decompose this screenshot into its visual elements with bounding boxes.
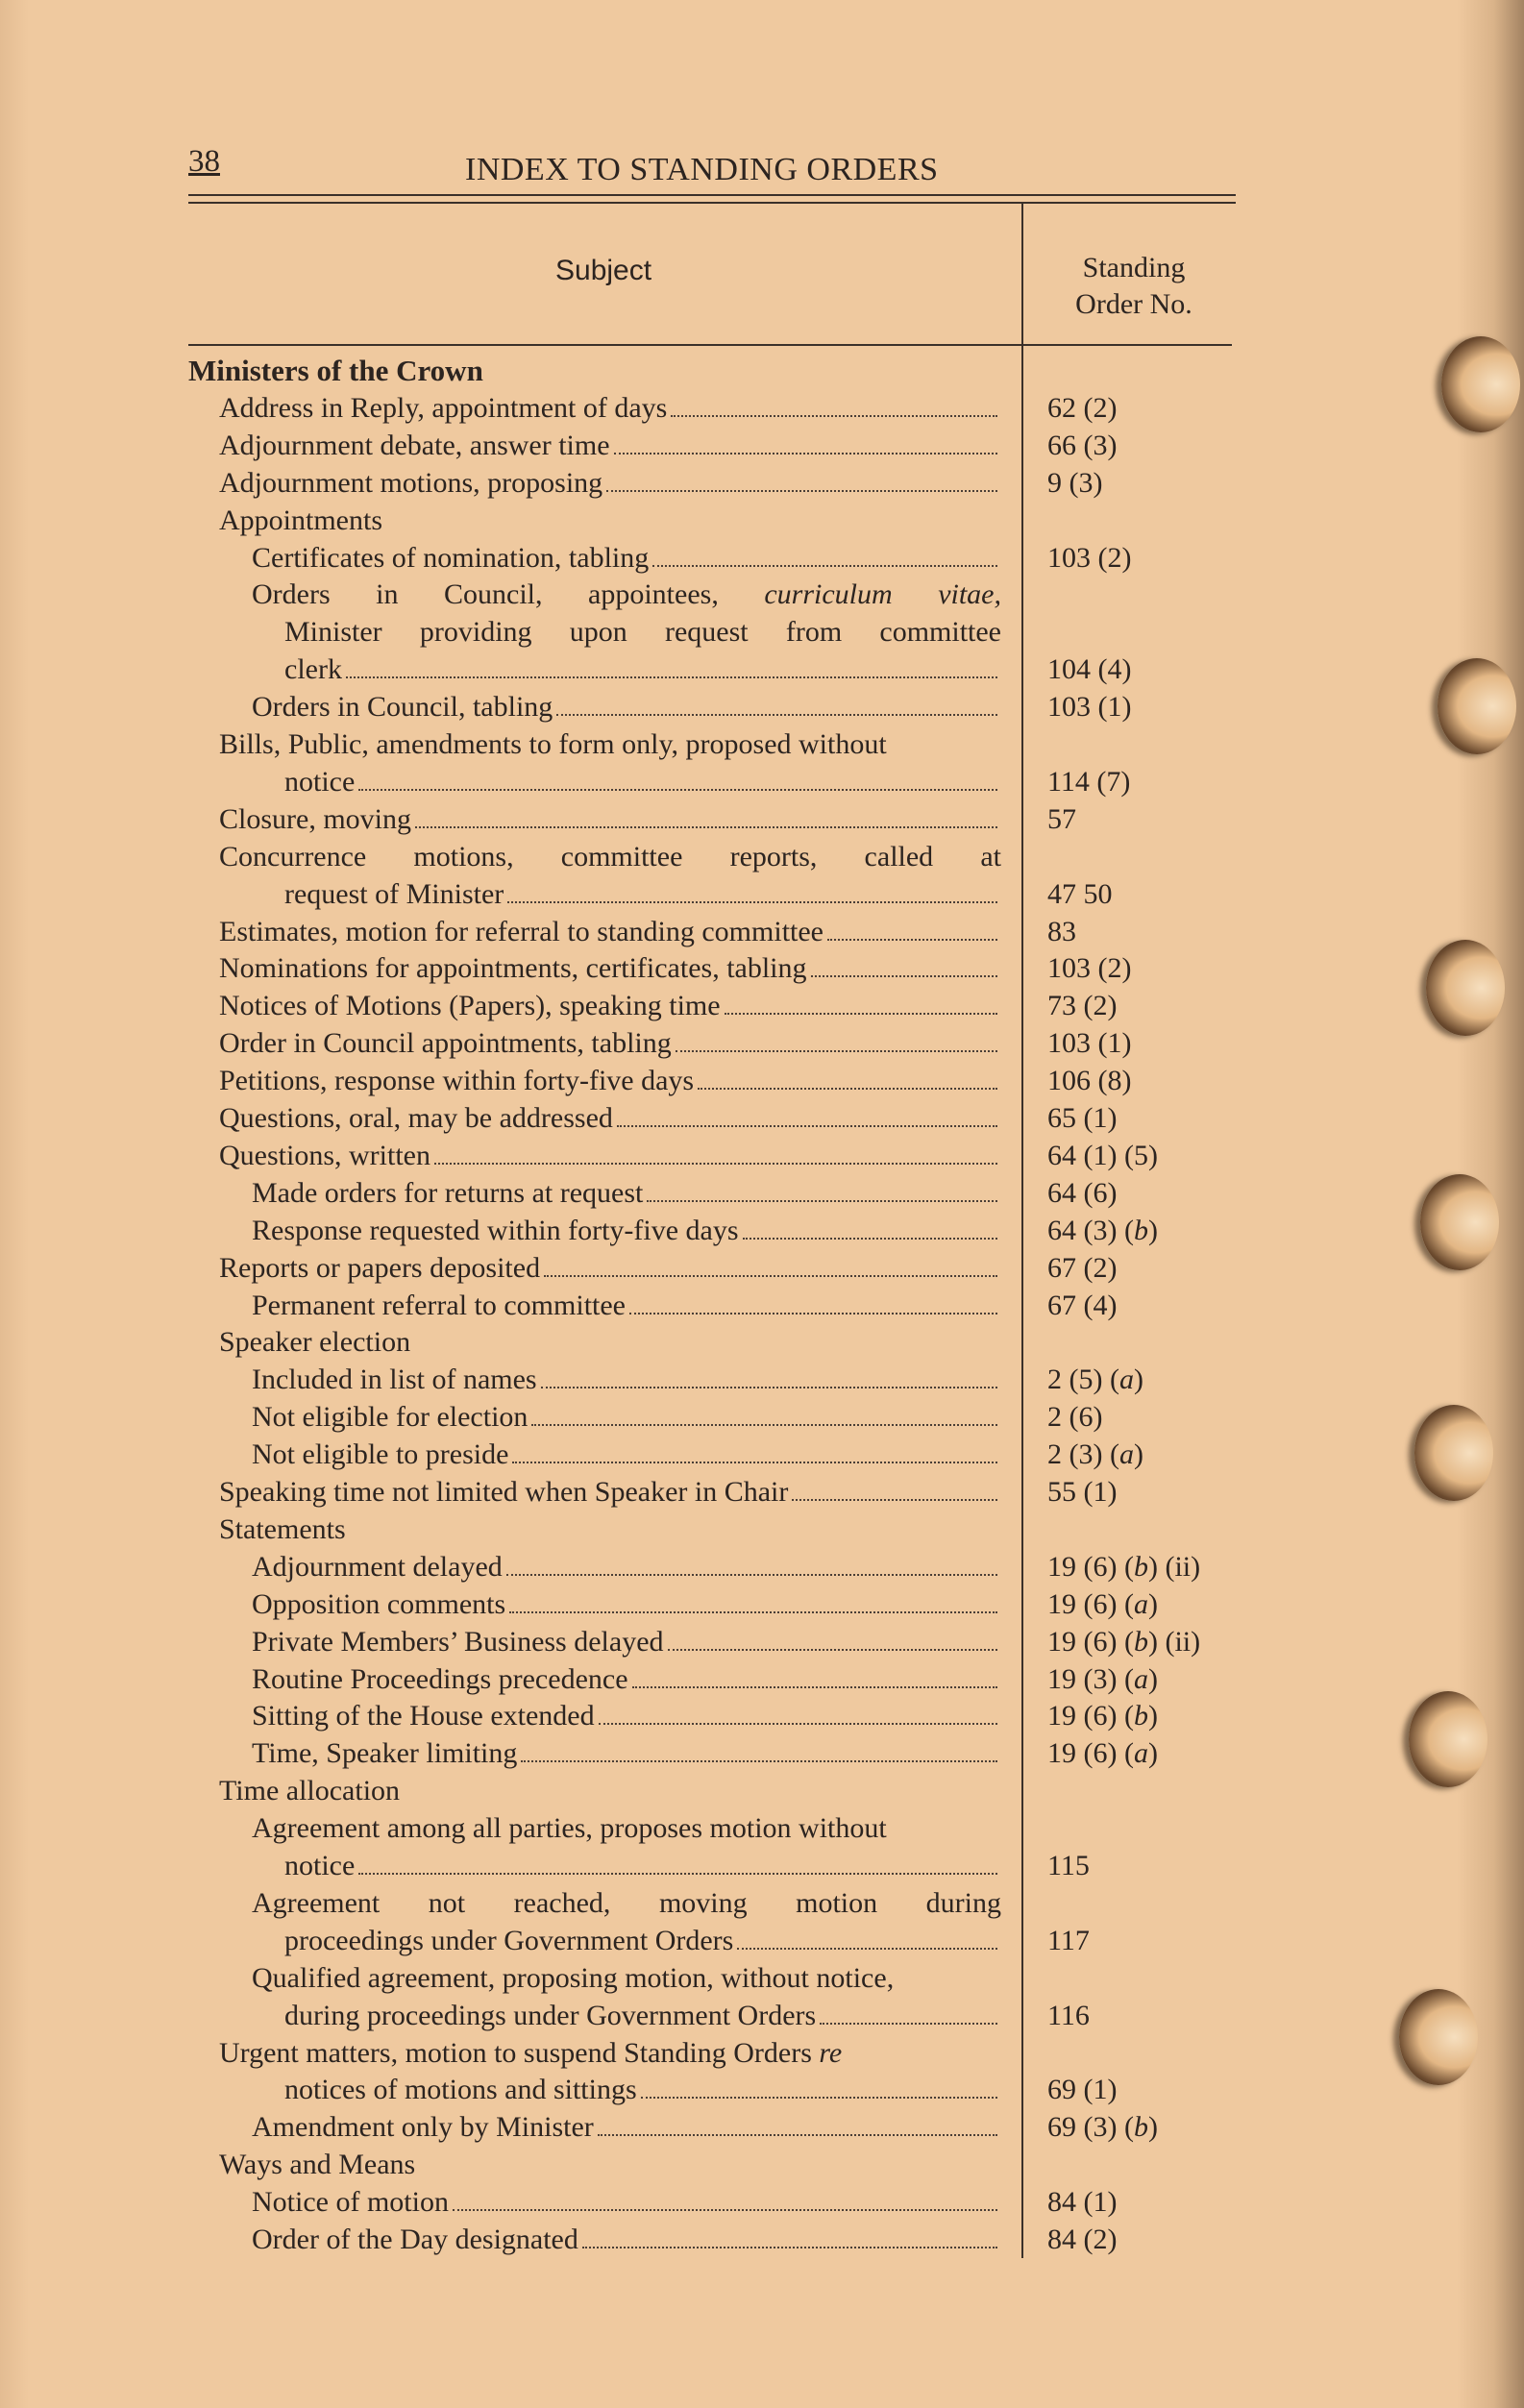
index-entry xyxy=(252,577,1001,612)
leader-dots xyxy=(506,1573,997,1576)
leader-dots xyxy=(358,1872,997,1875)
index-entry-label: notice xyxy=(284,1850,356,1881)
leader-dots xyxy=(792,1498,997,1501)
standing-order-number: 67 (2) xyxy=(1047,1251,1118,1284)
standing-order-number: 19 (6) (b) (ii) xyxy=(1047,1625,1201,1658)
index-entry xyxy=(252,541,1001,576)
index-entry-label: Urgent matters, motion to suspend Standing Orders re xyxy=(219,2036,843,2069)
index-entry xyxy=(252,1662,1001,1697)
leader-dots xyxy=(641,2096,997,2099)
leader-dots xyxy=(556,713,997,716)
standing-order-number: 65 (1) xyxy=(1047,1102,1118,1134)
index-entry-label: Amendment only by Minister xyxy=(252,2111,594,2144)
index-entry xyxy=(219,1139,1001,1173)
leader-dots xyxy=(544,1274,997,1277)
standing-order-number: 9 (3) xyxy=(1047,466,1103,499)
standing-order-number: 19 (6) (a) xyxy=(1047,1587,1158,1620)
index-entry xyxy=(219,466,1001,501)
leader-dots xyxy=(598,2133,997,2136)
leader-dots xyxy=(737,1947,997,1950)
standing-order-number: 19 (6) (b) xyxy=(1047,1700,1158,1732)
index-entry xyxy=(219,1512,1001,1547)
index-entry-label: Nominations for appointments, certificates, tabling xyxy=(219,952,807,985)
standing-order-number: 73 (2) xyxy=(1047,990,1118,1022)
index-entry xyxy=(219,802,1001,837)
index-entry-label: Agreement not reached, moving motion during xyxy=(252,1886,1001,1919)
index-entry xyxy=(252,1437,1001,1472)
leader-dots xyxy=(541,1386,997,1388)
standing-order-number: 84 (1) xyxy=(1047,2186,1118,2219)
index-entry-label: Minister providing upon request from committee xyxy=(284,616,1001,649)
standing-order-number: 2 (5) (a) xyxy=(1047,1364,1143,1396)
leader-dots xyxy=(434,1162,997,1165)
index-entry-label: Sitting of the House extended xyxy=(252,1700,595,1732)
standing-order-number: 114 (7) xyxy=(1047,765,1131,798)
index-entry xyxy=(219,1251,1001,1286)
index-entry-label: Qualified agreement, proposing motion, without notice, xyxy=(252,1961,895,1994)
standing-order-number: 67 (4) xyxy=(1047,1289,1118,1321)
standing-order-number: 57 xyxy=(1047,802,1076,835)
standing-order-number: 104 (4) xyxy=(1047,653,1132,686)
index-heading xyxy=(188,354,1001,388)
index-entry xyxy=(219,727,1001,762)
index-entry-label: Statements xyxy=(219,1512,346,1545)
leader-dots xyxy=(521,1759,997,1762)
index-entry-label: proceedings under Government Orders xyxy=(284,1924,734,1956)
index-entry xyxy=(284,2073,1001,2107)
index-entry xyxy=(252,1886,1001,1921)
column-header-subject: Subject xyxy=(555,255,652,286)
index-entry xyxy=(219,1475,1001,1510)
index-entry-label: Not eligible to preside xyxy=(252,1438,509,1471)
index-entry xyxy=(284,1999,1001,2033)
index-entry-label: Time, Speaker limiting xyxy=(252,1737,518,1770)
index-entry-label: Estimates, motion for referral to standing committee xyxy=(219,915,823,947)
index-entry xyxy=(219,2148,1001,2182)
standing-order-number: 106 (8) xyxy=(1047,1065,1132,1097)
index-entry xyxy=(219,1026,1001,1061)
index-entry-label: during proceedings under Government Orders xyxy=(284,1999,817,2031)
leader-dots xyxy=(512,1461,997,1463)
standing-order-number: 55 (1) xyxy=(1047,1476,1118,1508)
index-entry xyxy=(284,1924,1001,1958)
index-entry xyxy=(284,615,1001,650)
leader-dots xyxy=(698,1087,997,1090)
index-entry xyxy=(219,840,1001,874)
standing-order-number: 62 (2) xyxy=(1047,391,1118,424)
index-entry-label: Speaking time not limited when Speaker in Chair xyxy=(219,1476,789,1508)
leader-dots xyxy=(617,1124,997,1127)
index-entry-label: Orders in Council, tabling xyxy=(252,691,553,724)
standing-order-number: 2 (3) (a) xyxy=(1047,1438,1143,1471)
standing-order-number: 83 xyxy=(1047,915,1076,947)
index-entry-label: Address in Reply, appointment of days xyxy=(219,391,668,424)
index-entry-label: Adjournment motions, proposing xyxy=(219,466,603,499)
index-entry-label: Concurrence motions, committee reports, called at xyxy=(219,840,1001,872)
standing-order-number: 103 (2) xyxy=(1047,541,1132,574)
leader-dots xyxy=(582,2246,997,2248)
index-entry-label: Adjournment debate, answer time xyxy=(219,429,610,461)
index-entry-label: Routine Proceedings precedence xyxy=(252,1662,628,1695)
index-entry xyxy=(252,1736,1001,1771)
leader-dots xyxy=(614,452,997,455)
index-entry-label: notice xyxy=(284,765,356,798)
index-entry-label: notices of motions and sittings xyxy=(284,2074,637,2106)
standing-order-number: 64 (1) (5) xyxy=(1047,1139,1158,1171)
standing-order-number: 47 50 xyxy=(1047,877,1113,910)
leader-dots xyxy=(606,489,997,492)
index-entry-label: Included in list of names xyxy=(252,1364,537,1396)
leader-dots xyxy=(676,1049,997,1052)
column-header-standing-order-line1: Standing xyxy=(1082,252,1186,283)
index-entry xyxy=(219,504,1001,538)
index-entry xyxy=(219,1325,1001,1360)
standing-order-number: 103 (2) xyxy=(1047,952,1132,985)
leader-dots xyxy=(743,1237,997,1240)
leader-dots xyxy=(358,788,997,791)
leader-dots xyxy=(599,1722,997,1725)
leader-dots xyxy=(509,1610,997,1613)
index-entry-label: Agreement among all parties, proposes motion without xyxy=(252,1812,887,1845)
standing-order-number: 117 xyxy=(1047,1924,1090,1956)
index-entry-label: Orders in Council, appointees, curriculum vitae, xyxy=(252,578,1001,611)
index-entry xyxy=(252,2185,1001,2220)
index-entry xyxy=(252,1811,1001,1846)
standing-order-number: 84 (2) xyxy=(1047,2224,1118,2255)
index-entry-label: Notices of Motions (Papers), speaking time xyxy=(219,990,721,1022)
leader-dots xyxy=(827,938,997,941)
standing-order-number: 2 (6) xyxy=(1047,1401,1103,1434)
index-entry-label: Order in Council appointments, tabling xyxy=(219,1027,672,1060)
page-number: 38 xyxy=(188,144,220,179)
index-entry-label: Ways and Means xyxy=(219,2149,416,2181)
standing-order-number: 116 xyxy=(1047,1999,1090,2031)
standing-order-number: 69 (3) (b) xyxy=(1047,2111,1158,2144)
index-entry xyxy=(252,1625,1001,1659)
standing-order-number: 64 (3) (b) xyxy=(1047,1214,1158,1246)
index-entry xyxy=(219,1101,1001,1136)
index-entry xyxy=(219,989,1001,1023)
leader-dots xyxy=(668,1648,997,1651)
leader-dots xyxy=(346,676,997,678)
index-entry-label: Opposition comments xyxy=(252,1587,506,1620)
standing-order-number: 69 (1) xyxy=(1047,2074,1118,2106)
index-entry xyxy=(252,2223,1001,2257)
standing-order-number: 115 xyxy=(1047,1850,1090,1881)
index-entry-label: Reports or papers deposited xyxy=(219,1251,541,1284)
index-entry xyxy=(219,2036,1001,2071)
index-entry xyxy=(252,1587,1001,1622)
index-entry-label: Speaker election xyxy=(219,1326,411,1359)
index-entry-label: request of Minister xyxy=(284,877,504,910)
leader-dots xyxy=(507,900,997,903)
index-entry-label: Order of the Day designated xyxy=(252,2224,578,2255)
index-entry-label: clerk xyxy=(284,653,342,686)
index-entry-label: Time allocation xyxy=(219,1775,401,1807)
index-entry xyxy=(284,877,1001,912)
index-entry xyxy=(284,652,1001,687)
standing-order-number: 64 (6) xyxy=(1047,1176,1118,1209)
index-entry xyxy=(252,1289,1001,1323)
index-entry xyxy=(219,429,1001,463)
index-entry-label: Made orders for returns at request xyxy=(252,1176,644,1209)
index-entry xyxy=(252,1961,1001,1996)
index-entry xyxy=(284,1849,1001,1883)
leader-dots xyxy=(811,974,997,977)
index-entry xyxy=(252,2110,1001,2145)
leader-dots xyxy=(531,1423,997,1426)
leader-dots xyxy=(820,2022,997,2025)
index-entry-label: Notice of motion xyxy=(252,2186,449,2219)
index-entry-label: Not eligible for election xyxy=(252,1401,528,1434)
index-entry xyxy=(252,1214,1001,1248)
index-entry-label: Adjournment delayed xyxy=(252,1550,503,1583)
index-entry-label: Permanent referral to committee xyxy=(252,1289,626,1321)
leader-dots xyxy=(725,1012,997,1015)
index-entry xyxy=(252,690,1001,725)
index-entry-label: Closure, moving xyxy=(219,802,411,835)
index-entry-label: Questions, written xyxy=(219,1139,430,1171)
index-entry xyxy=(219,1064,1001,1098)
standing-order-number: 19 (6) (a) xyxy=(1047,1737,1158,1770)
standing-order-number: 19 (3) (a) xyxy=(1047,1662,1158,1695)
column-header-standing-order-line2: Order No. xyxy=(1075,288,1192,320)
index-entry xyxy=(219,391,1001,426)
index-entry-label: Certificates of nomination, tabling xyxy=(252,541,650,574)
index-entry xyxy=(252,1176,1001,1211)
index-entry xyxy=(219,915,1001,949)
standing-order-number: 66 (3) xyxy=(1047,429,1118,461)
leader-dots xyxy=(671,414,997,417)
index-entry-label: Ministers of the Crown xyxy=(188,354,483,387)
leader-dots xyxy=(453,2208,997,2211)
index-entry xyxy=(219,1774,1001,1808)
standing-order-number: 19 (6) (b) (ii) xyxy=(1047,1550,1201,1583)
index-entry-label: Bills, Public, amendments to form only, proposed without xyxy=(219,728,887,760)
leader-dots xyxy=(652,564,997,567)
leader-dots xyxy=(415,825,997,828)
leader-dots xyxy=(632,1685,997,1688)
index-entry xyxy=(252,1550,1001,1585)
index-entry xyxy=(252,1363,1001,1397)
index-entry xyxy=(252,1699,1001,1733)
index-entry xyxy=(252,1400,1001,1435)
index-entry-label: Private Members’ Business delayed xyxy=(252,1625,664,1658)
standing-order-number: 103 (1) xyxy=(1047,1027,1132,1060)
index-entry xyxy=(284,765,1001,799)
leader-dots xyxy=(647,1199,997,1202)
index-entry-label: Petitions, response within forty-five days xyxy=(219,1065,695,1097)
index-entry-label: Appointments xyxy=(219,504,382,536)
page-title: INDEX TO STANDING ORDERS xyxy=(465,152,939,187)
index-entry-label: Response requested within forty-five days xyxy=(252,1214,739,1246)
index-entry-label: Questions, oral, may be addressed xyxy=(219,1102,613,1134)
leader-dots xyxy=(629,1312,997,1315)
index-entry xyxy=(219,951,1001,986)
standing-order-number: 103 (1) xyxy=(1047,691,1132,724)
